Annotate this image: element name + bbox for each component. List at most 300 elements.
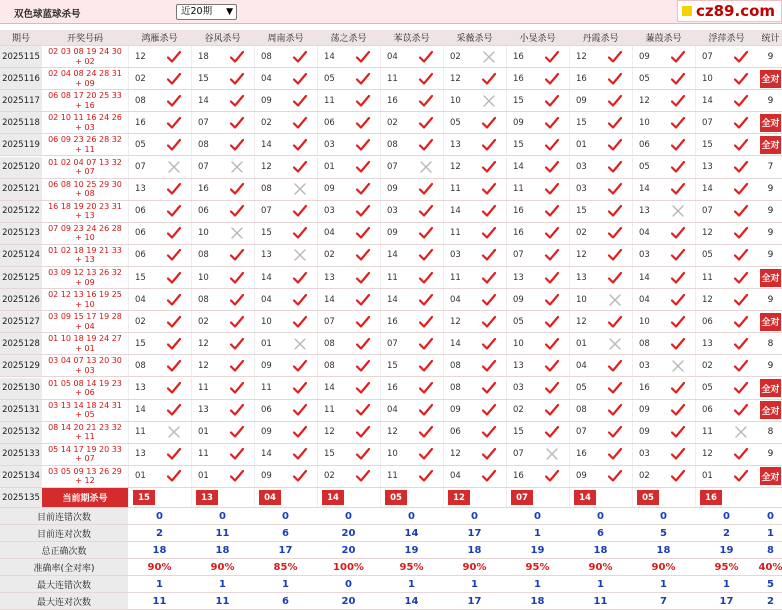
kill-cell (569, 444, 632, 465)
kill-cell (128, 157, 191, 178)
period-cell: 2025126 (0, 289, 42, 310)
stat-cell (759, 179, 782, 200)
kill-cell (128, 267, 191, 288)
kill-number: 12 (576, 316, 587, 327)
table-row (0, 400, 782, 422)
draw-numbers-cell (42, 311, 128, 332)
kill-number: 06 (135, 228, 146, 239)
kill-cell (632, 157, 695, 178)
current-kill-number: 13 (196, 490, 218, 505)
kill-cell (695, 444, 758, 465)
check-icon (481, 116, 497, 130)
kill-cell (569, 400, 632, 421)
kill-cell (380, 289, 443, 310)
kill-cell (443, 157, 506, 178)
kill-cell (254, 112, 317, 133)
kill-cell (191, 378, 254, 399)
check-icon (670, 469, 686, 483)
kill-number: 05 (513, 316, 524, 327)
kill-number: 14 (198, 95, 209, 106)
kill-number: 14 (387, 250, 398, 261)
kill-cell (254, 68, 317, 89)
draw-numbers: 03 09 15 17 19 28 + 04 (48, 312, 122, 331)
kill-cell (569, 112, 632, 133)
draw-numbers: 01 10 18 19 24 27 + 01 (48, 334, 122, 353)
kill-cell (380, 157, 443, 178)
kill-cell (317, 134, 380, 155)
kill-cell (380, 68, 443, 89)
stat-count: 9 (767, 449, 774, 460)
kill-number: 07 (198, 117, 209, 128)
kill-cell (443, 378, 506, 399)
kill-number: 08 (261, 184, 272, 195)
stats-row (0, 542, 782, 559)
draw-numbers: 07 09 23 24 26 28 + 10 (48, 223, 122, 243)
check-icon (355, 403, 371, 417)
kill-number: 16 (513, 51, 524, 62)
check-icon (607, 315, 623, 329)
kill-number: 11 (198, 449, 209, 460)
kill-cell (443, 333, 506, 354)
kill-number: 09 (513, 117, 524, 128)
table-row (0, 245, 782, 267)
kill-cell (191, 355, 254, 376)
kill-cell (695, 90, 758, 111)
period-cell: 2025117 (0, 90, 42, 111)
period-range-select[interactable] (176, 4, 237, 20)
stats-value: 17 (719, 595, 734, 607)
check-icon (481, 447, 497, 461)
kill-number: 07 (198, 162, 209, 173)
kill-cell (254, 466, 317, 487)
kill-number: 06 (135, 250, 146, 261)
draw-numbers-cell (42, 355, 128, 376)
current-kill-label: 当前期杀号 (42, 488, 128, 507)
kill-number: 07 (702, 51, 713, 62)
check-icon (670, 138, 686, 152)
kill-cell (128, 333, 191, 354)
check-icon (166, 293, 182, 307)
kill-number: 11 (261, 383, 272, 394)
stats-value: 6 (597, 527, 604, 539)
kill-cell (380, 90, 443, 111)
check-icon (418, 248, 434, 262)
current-kill-number: 15 (133, 490, 155, 505)
check-icon (355, 469, 371, 483)
stat-count: 9 (767, 250, 774, 261)
kill-number: 14 (387, 294, 398, 305)
kill-cell (443, 134, 506, 155)
check-icon (418, 72, 434, 86)
stats-value: 95% (399, 561, 424, 573)
kill-number: 08 (450, 383, 461, 394)
kill-number: 08 (387, 139, 398, 150)
kill-number: 08 (324, 338, 335, 349)
stat-cell (759, 112, 782, 133)
check-icon (607, 248, 623, 262)
kill-cell (191, 223, 254, 244)
kill-number: 08 (450, 360, 461, 371)
check-icon (229, 50, 245, 64)
table-row (0, 134, 782, 156)
stat-cell (759, 245, 782, 266)
kill-cell (317, 444, 380, 465)
check-icon (292, 425, 308, 439)
kill-number: 08 (198, 139, 209, 150)
kill-number: 15 (513, 427, 524, 438)
kill-cell (191, 157, 254, 178)
stats-value: 19 (404, 544, 419, 556)
current-kill-number: 05 (385, 490, 407, 505)
kill-number: 04 (450, 294, 461, 305)
check-icon (670, 160, 686, 174)
check-icon (607, 381, 623, 395)
kill-cell (380, 466, 443, 487)
column-header-killer: 小旻杀号 (519, 34, 556, 44)
kill-number: 12 (576, 250, 587, 261)
stat-cell (759, 267, 782, 288)
kill-cell (632, 355, 695, 376)
kill-number: 13 (639, 206, 650, 217)
period-cell: 2025122 (0, 201, 42, 222)
check-icon (166, 138, 182, 152)
kill-cell (569, 245, 632, 266)
kill-number: 04 (387, 405, 398, 416)
stat-cell (759, 333, 782, 354)
kill-number: 14 (261, 139, 272, 150)
check-icon (544, 271, 560, 285)
kill-cell (506, 68, 569, 89)
stat-count: 9 (767, 294, 774, 305)
kill-cell (254, 444, 317, 465)
stats-value: 0 (723, 510, 730, 522)
kill-number: 12 (450, 449, 461, 460)
kill-cell (632, 466, 695, 487)
kill-number: 09 (261, 360, 272, 371)
draw-numbers-cell (42, 245, 128, 266)
column-header-stat: 统计 (761, 34, 780, 44)
table-row (0, 378, 782, 400)
kill-number: 12 (135, 51, 146, 62)
check-icon (733, 94, 749, 108)
kill-number: 05 (639, 73, 650, 84)
check-icon (229, 138, 245, 152)
kill-number: 05 (639, 162, 650, 173)
kill-cell (506, 333, 569, 354)
check-icon (292, 359, 308, 373)
column-header-killer: 鸿雁杀号 (141, 34, 178, 44)
stats-value: 19 (530, 544, 545, 556)
check-icon (229, 116, 245, 130)
kill-cell (569, 68, 632, 89)
kill-cell (569, 333, 632, 354)
kill-number: 05 (702, 250, 713, 261)
kill-number: 12 (261, 162, 272, 173)
draw-numbers-cell (42, 466, 128, 487)
current-kill-number: 14 (322, 490, 344, 505)
draw-numbers: 06 08 10 25 29 30 + 08 (48, 179, 122, 199)
current-kill-cell (506, 488, 569, 507)
stats-row (0, 508, 782, 525)
kill-cell (695, 112, 758, 133)
kill-number: 16 (576, 449, 587, 460)
kill-number: 11 (198, 383, 209, 394)
stats-value: 6 (282, 595, 289, 607)
draw-numbers: 01 02 04 07 13 32 + 07 (48, 157, 122, 177)
kill-number: 14 (450, 206, 461, 217)
kill-number: 02 (198, 316, 209, 327)
stats-value: 0 (767, 510, 774, 522)
kill-cell (254, 90, 317, 111)
check-icon (355, 248, 371, 262)
stats-value: 20 (341, 595, 356, 607)
kill-cell (380, 134, 443, 155)
check-icon (607, 182, 623, 196)
kill-cell (632, 90, 695, 111)
table-header-row (0, 30, 782, 46)
kill-cell (191, 134, 254, 155)
check-icon (481, 160, 497, 174)
stat-count: 9 (767, 51, 774, 62)
stats-value: 1 (660, 578, 667, 590)
kill-cell (632, 201, 695, 222)
check-icon (607, 359, 623, 373)
draw-numbers-cell (42, 112, 128, 133)
check-icon (418, 204, 434, 218)
check-icon (166, 403, 182, 417)
check-icon (166, 94, 182, 108)
check-icon (733, 160, 749, 174)
check-icon (544, 182, 560, 196)
check-icon (418, 381, 434, 395)
check-icon (544, 315, 560, 329)
draw-numbers-cell (42, 378, 128, 399)
kill-number: 02 (576, 228, 587, 239)
check-icon (418, 293, 434, 307)
kill-cell (254, 134, 317, 155)
check-icon (733, 447, 749, 461)
all-correct-badge: 全对 (760, 379, 781, 397)
kill-number: 03 (324, 139, 335, 150)
current-period-cell: 2025135 (0, 488, 42, 507)
draw-numbers-cell (42, 289, 128, 310)
check-icon (670, 403, 686, 417)
kill-number: 13 (261, 250, 272, 261)
check-icon (166, 337, 182, 351)
kill-number: 08 (324, 360, 335, 371)
period-cell: 2025121 (0, 179, 42, 200)
cross-icon (481, 94, 497, 108)
kill-number: 07 (135, 162, 146, 173)
current-kill-cell (191, 488, 254, 507)
kill-number: 09 (576, 95, 587, 106)
kill-cell (443, 444, 506, 465)
draw-numbers-cell (42, 179, 128, 200)
kill-number: 13 (513, 360, 524, 371)
kill-number: 16 (513, 471, 524, 482)
column-header-killer: 浮萍杀号 (708, 34, 745, 44)
stats-value: 11 (152, 595, 167, 607)
stats-value: 5 (767, 578, 774, 590)
check-icon (292, 160, 308, 174)
kill-number: 15 (387, 360, 398, 371)
kill-cell (128, 201, 191, 222)
kill-number: 09 (261, 95, 272, 106)
period-cell: 2025128 (0, 333, 42, 354)
kill-cell (317, 46, 380, 67)
kill-cell (380, 112, 443, 133)
kill-cell (443, 223, 506, 244)
stats-value: 90% (651, 561, 676, 573)
stat-count: 7 (767, 162, 774, 173)
check-icon (229, 293, 245, 307)
kill-cell (632, 444, 695, 465)
check-icon (481, 337, 497, 351)
cross-icon (670, 359, 686, 373)
check-icon (355, 447, 371, 461)
check-icon (733, 337, 749, 351)
kill-cell (506, 444, 569, 465)
stat-cell (759, 311, 782, 332)
kill-cell (317, 466, 380, 487)
kill-cell (254, 378, 317, 399)
kill-number: 11 (387, 73, 398, 84)
kill-number: 14 (261, 449, 272, 460)
stat-count: 8 (767, 427, 774, 438)
check-icon (544, 248, 560, 262)
table-row (0, 223, 782, 245)
kill-number: 16 (387, 95, 398, 106)
column-header-draw: 开奖号码 (66, 34, 103, 44)
kill-cell (506, 223, 569, 244)
kill-number: 08 (198, 250, 209, 261)
check-icon (418, 226, 434, 240)
draw-numbers-cell (42, 134, 128, 155)
kill-cell (380, 355, 443, 376)
check-icon (670, 94, 686, 108)
period-cell: 2025115 (0, 46, 42, 67)
check-icon (166, 72, 182, 86)
kill-cell (128, 378, 191, 399)
kill-cell (632, 223, 695, 244)
stats-value: 5 (660, 527, 667, 539)
check-icon (166, 315, 182, 329)
site-logo[interactable] (677, 0, 782, 22)
kill-cell (569, 466, 632, 487)
draw-numbers: 02 04 08 24 28 31 + 09 (48, 69, 122, 88)
kill-cell (254, 179, 317, 200)
kill-number: 06 (324, 117, 335, 128)
kill-number: 07 (513, 449, 524, 460)
kill-cell (380, 179, 443, 200)
kill-number: 02 (450, 51, 461, 62)
kill-cell (443, 400, 506, 421)
column-header-killer: 丹霞杀号 (582, 34, 619, 44)
draw-numbers: 03 04 07 13 20 30 + 03 (48, 356, 122, 375)
kill-number: 12 (450, 73, 461, 84)
stat-count: 9 (767, 184, 774, 195)
check-icon (292, 138, 308, 152)
check-icon (733, 50, 749, 64)
table-row (0, 422, 782, 444)
kill-cell (569, 289, 632, 310)
stats-label: 最大连对次数 (0, 593, 128, 609)
kill-cell (380, 267, 443, 288)
table-row (0, 157, 782, 179)
table-row (0, 444, 782, 466)
kill-number: 13 (135, 383, 146, 394)
kill-cell (128, 90, 191, 111)
kill-cell (191, 245, 254, 266)
table-row (0, 333, 782, 355)
kill-cell (254, 311, 317, 332)
kill-number: 16 (135, 117, 146, 128)
current-kill-number: 04 (259, 490, 281, 505)
cross-icon (607, 337, 623, 351)
check-icon (544, 160, 560, 174)
period-range-value: 近20期 (181, 6, 213, 17)
kill-cell (380, 444, 443, 465)
check-icon (229, 337, 245, 351)
check-icon (166, 469, 182, 483)
kill-cell (254, 201, 317, 222)
kill-cell (443, 466, 506, 487)
kill-cell (695, 311, 758, 332)
draw-numbers: 06 08 17 20 25 33 + 16 (48, 91, 122, 110)
check-icon (418, 94, 434, 108)
kill-number: 10 (450, 95, 461, 106)
kill-number: 09 (639, 51, 650, 62)
check-icon (544, 138, 560, 152)
stats-value: 0 (156, 510, 163, 522)
check-icon (229, 315, 245, 329)
kill-number: 12 (387, 427, 398, 438)
kill-number: 09 (324, 184, 335, 195)
check-icon (607, 204, 623, 218)
stats-value: 95% (714, 561, 739, 573)
check-icon (544, 403, 560, 417)
kill-number: 15 (576, 206, 587, 217)
cross-icon (733, 425, 749, 439)
kill-cell (443, 179, 506, 200)
kill-number: 03 (576, 184, 587, 195)
kill-cell (632, 134, 695, 155)
kill-cell (317, 112, 380, 133)
all-correct-badge: 全对 (760, 136, 781, 154)
kill-number: 10 (576, 294, 587, 305)
kill-number: 11 (324, 405, 335, 416)
draw-numbers: 02 10 11 16 24 26 + 03 (48, 113, 122, 132)
kill-cell (443, 201, 506, 222)
kill-cell (695, 68, 758, 89)
kill-cell (632, 400, 695, 421)
period-cell: 2025130 (0, 378, 42, 399)
check-icon (733, 271, 749, 285)
kill-number: 06 (702, 405, 713, 416)
check-icon (292, 469, 308, 483)
cross-icon (292, 248, 308, 262)
kill-cell (632, 112, 695, 133)
kill-number: 14 (513, 162, 524, 173)
kill-cell (191, 112, 254, 133)
kill-cell (191, 333, 254, 354)
stats-label: 目前连错次数 (0, 508, 128, 524)
kill-number: 05 (324, 73, 335, 84)
draw-numbers-cell (42, 68, 128, 89)
check-icon (481, 271, 497, 285)
kill-number: 12 (576, 51, 587, 62)
check-icon (418, 271, 434, 285)
